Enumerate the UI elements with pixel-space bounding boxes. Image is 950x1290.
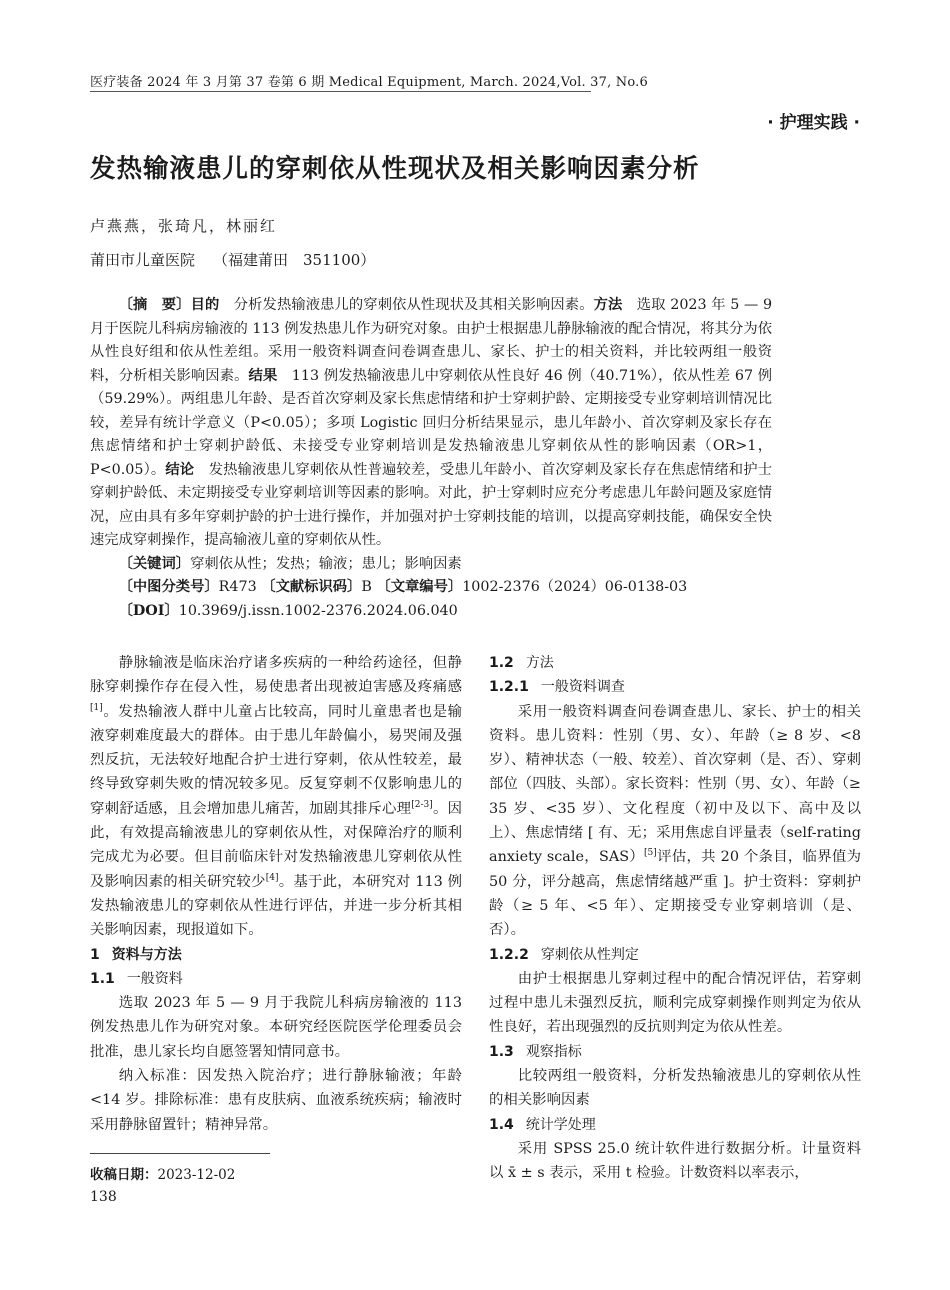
keywords-label: 〔关键词〕 — [118, 555, 191, 572]
citation-5: [5] — [644, 848, 657, 859]
section-tag: · 护理实践 · — [767, 113, 860, 133]
section-heading-1-3 — [489, 1040, 861, 1064]
paragraph: 选取 2023 年 5 — 9 月于我院儿科病房输液的 113 例发热患儿作为研究对象。本研究经医院医学伦理委员会批准，患儿家长均自愿签署知情同意书。 — [90, 995, 462, 1060]
authors: 卢燕燕，张琦凡，林丽红 — [90, 217, 278, 235]
section-number: 1.3 — [489, 1043, 514, 1060]
column-left — [90, 651, 462, 1137]
method-text: 选取 2023 年 5 — 9 月于医院儿科病房输液的 113 例发热患儿作为研究对象。由护士根据患儿静脉输液的配合情况，将其分为依从性良好组和依从性差组。采用一般资料调查问卷调查患儿、家长、护士的相关资料，并比较两组一般资料，分析相关影响因素。 — [90, 297, 773, 384]
section-heading-1-4 — [489, 1113, 861, 1137]
doccode-label: 〔文献标识码〕 — [261, 579, 362, 595]
received-label: 收稿日期： — [90, 1167, 158, 1183]
articleno-value: 1002-2376（2024）06-0138-03 — [462, 579, 688, 595]
clc-label: 〔中图分类号〕 — [118, 579, 219, 595]
paragraph — [489, 700, 861, 943]
paragraph-text-a: 采用一般资料调查问卷调查患儿、家长、护士的相关资料。患儿资料：性别（男、女）、年龄（≥ 8 岁、<8 岁）、精神状态（一般、较差）、首次穿刺（是、否）、穿刺部位（四肢、头部）。家长资料：性别（男、女）、年龄（≥ 35 岁、<35 岁）、文化程度（初中及以下、高中及以上）、焦虑情绪 [ 有、无；采用焦虑自评量表（self-rating anxiety scale，SAS） — [489, 703, 861, 866]
paragraph-text-b: 评估，共 20 个条目，临界值为 50 分，评分越高，焦虑情绪越严重 ]。护士资料：穿刺护龄（≥ 5 年、<5 年）、定期接受专业穿刺培训（是、否）。 — [489, 849, 861, 939]
intro-paragraph — [90, 651, 462, 943]
doi-label: 〔DOI〕 — [118, 602, 179, 619]
section-title: 观察指标 — [525, 1043, 582, 1060]
intro-text-b: 。发热输液人群中儿童占比较高，同时儿童患者也是输液穿刺难度最大的群体。由于患儿年龄偏小，易哭闹及强烈反抗，无法较好地配合护士进行穿刺，依从性较差，最终导致穿刺失败的情况较多见。反复穿刺不仅影响患儿的穿刺舒适感，且会增加患儿痛苦，加剧其排斥心理 — [90, 703, 462, 817]
intro-text-d: 。基于此，本研究对 113 例发热输液患儿的穿刺依从性进行评估，并进一步分析其相关影响因素，现报道如下。 — [90, 873, 462, 939]
abstract — [90, 294, 772, 623]
footnote-rule — [90, 1153, 270, 1154]
column-right — [489, 651, 861, 1186]
intro-text-a: 静脉输液是临床治疗诸多疾病的一种给药途径，但静脉穿刺操作存在侵入性，易使患者出现被迫害感及疼痛感 — [90, 655, 462, 696]
section-heading-1-2-2 — [489, 943, 861, 967]
page-number: 138 — [90, 1189, 117, 1205]
citation-1: [1] — [90, 702, 103, 713]
section-number: 1.2.1 — [489, 679, 529, 696]
section-number: 1 — [90, 946, 100, 963]
affiliation-place: （福建莆田 351100） — [213, 251, 376, 269]
section-number: 1.4 — [489, 1116, 514, 1133]
objective-label: 目的 — [190, 297, 220, 313]
result-label: 结果 — [248, 367, 278, 384]
section-title: 资料与方法 — [111, 946, 182, 963]
section-title: 一般资料调查 — [540, 679, 625, 696]
section-heading-1-2-1 — [489, 675, 861, 699]
abstract-body — [90, 294, 772, 553]
articleno-label: 〔文章编号〕 — [376, 579, 463, 595]
affiliation — [90, 249, 375, 270]
section-heading-1-1 — [90, 967, 462, 991]
section-title: 穿刺依从性判定 — [540, 946, 639, 963]
affiliation-org: 莆田市儿童医院 — [90, 251, 196, 269]
section-title: 方法 — [525, 655, 554, 671]
doi-value: 10.3969/j.issn.1002-2376.2024.06.040 — [178, 602, 458, 619]
result-text: 113 例发热输液患儿中穿刺依从性良好 46 例（40.71%），依从性差 67 例（59.29%）。两组患儿年龄、是否首次穿刺及家长焦虑情绪和护士穿刺护龄、定期接受专业穿刺培训情况比较，差异有统计学意义（P<0.05）；多项 Logistic 回归分析结果显示，患儿年龄小、首次穿刺及家长存在焦虑情绪和护士穿刺护龄低、未接受专业穿刺培训是发热输液患儿穿刺依从性的影响因素（OR>1，P<0.05）。 — [90, 367, 773, 478]
section-heading-1 — [90, 943, 462, 967]
paragraph: 采用 SPSS 25.0 统计软件进行数据分析。计量资料以 x̄ ± s 表示，采用 t 检验。计数资料以率表示， — [489, 1140, 861, 1182]
section-title: 统计学处理 — [525, 1116, 596, 1133]
section-heading-1-2 — [489, 651, 861, 675]
section-number: 1.2 — [489, 655, 514, 671]
header-rule — [90, 91, 591, 92]
received-date — [90, 1163, 235, 1183]
keywords: 穿刺依从性；发热；输液；患儿；影响因素 — [190, 555, 462, 572]
intro-text-c: 。因此，有效提高输液患儿的穿刺依从性，对保障治疗的顺利完成尤为必要。但目前临床针对发热输液患儿穿刺依从性及影响因素的相关研究较少 — [90, 800, 462, 890]
paragraph: 纳入标准：因发热入院治疗；进行静脉输液；年龄<14 岁。排除标准：患有皮肤病、血液系统疾病；输液时采用静脉留置针；精神异常。 — [90, 1068, 462, 1133]
section-number: 1.2.2 — [489, 946, 529, 963]
conclusion-label: 结论 — [165, 461, 195, 478]
objective-text: 分析发热输液患儿的穿刺依从性现状及其相关影响因素。 — [233, 297, 594, 313]
abstract-label: 〔摘 要〕 — [118, 297, 191, 313]
classification-line — [90, 576, 772, 600]
clc-value: R473 — [218, 579, 257, 595]
running-header: 医疗装备 2024 年 3 月第 37 卷第 6 期 Medical Equipment, March. 2024,Vol. 37, No.6 — [90, 75, 648, 90]
citation-3: [4] — [265, 872, 279, 883]
doi-line — [90, 600, 772, 624]
keywords-line — [90, 553, 772, 577]
received-value: 2023-12-02 — [157, 1167, 236, 1183]
doccode-value: B — [361, 579, 372, 595]
paragraph: 由护士根据患儿穿刺过程中的配合情况评估，若穿刺过程中患儿未强烈反抗，顺利完成穿刺操作则判定为依从性良好，若出现强烈的反抗则判定为依从性差。 — [489, 970, 861, 1036]
paragraph: 比较两组一般资料，分析发热输液患儿的穿刺依从性的相关影响因素 — [489, 1068, 861, 1109]
article-title: 发热输液患儿的穿刺依从性现状及相关影响因素分析 — [90, 154, 700, 184]
citation-2: [2-3] — [411, 799, 433, 810]
method-label: 方法 — [593, 297, 623, 313]
section-title: 一般资料 — [126, 970, 183, 987]
section-number: 1.1 — [90, 970, 115, 987]
conclusion-text: 发热输液患儿穿刺依从性普遍较差，受患儿年龄小、首次穿刺及家长存在焦虑情绪和护士穿刺护龄低、未定期接受专业穿刺培训等因素的影响。对此，护士穿刺时应充分考虑患儿年龄问题及家庭情况，应由具有多年穿刺护龄的护士进行操作，并加强对护士穿刺技能的培训，以提高穿刺技能，确保安全快速完成穿刺操作，提高输液儿童的穿刺依从性。 — [90, 461, 772, 548]
